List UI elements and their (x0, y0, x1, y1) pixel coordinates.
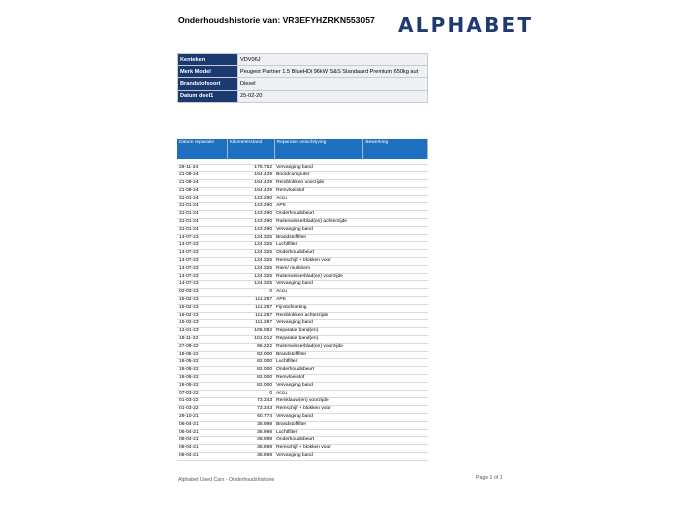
document-title: Onderhoudshistorie van: VR3EFYHZRKN553057 (178, 15, 375, 25)
repair-mileage: 82.000 (227, 359, 274, 367)
repair-mileage: 111.287 (227, 320, 274, 328)
repair-mileage: 124.325 (227, 234, 274, 242)
repair-description: Onderhoudsbeurt (274, 437, 363, 445)
repair-description: Onderhoudsbeurt (274, 250, 363, 258)
repair-operation (363, 187, 428, 195)
repair-mileage: 143.290 (227, 219, 274, 227)
repair-description: Reparatie band(en) (274, 336, 363, 344)
repair-mileage: 106.082 (227, 328, 274, 336)
table-row (177, 320, 428, 328)
table-row (177, 452, 428, 460)
table-row (177, 328, 428, 336)
repair-date: 15-02-23 (177, 312, 227, 320)
repair-mileage: 124.325 (227, 265, 274, 273)
table-row (177, 421, 428, 429)
repair-operation (363, 211, 428, 219)
repair-description: Remblokken achterzijde (274, 312, 363, 320)
repair-description: Ruitenwisserblad(en) voorzijde (274, 273, 363, 281)
vehicle-info-label: Merk Model (178, 66, 238, 78)
repair-description: Remschijf + blokken voor (274, 445, 363, 453)
repair-description: Remblokken voorzijde (274, 180, 363, 188)
table-row (177, 187, 428, 195)
vehicle-info-value: Diesel (238, 78, 428, 90)
repair-description: Vervanging band (274, 226, 363, 234)
repair-mileage: 143.290 (227, 226, 274, 234)
repair-date: 18-11-22 (177, 336, 227, 344)
repair-date: 02-03-23 (177, 289, 227, 297)
repair-operation (363, 289, 428, 297)
repair-date: 31-01-24 (177, 226, 227, 234)
table-row (177, 242, 428, 250)
header-date: Datum reparatie (177, 139, 227, 159)
table-row (177, 304, 428, 312)
table-row (177, 281, 428, 289)
repair-description: APK (274, 203, 363, 211)
page-number: Page 1 of 1 (476, 475, 503, 481)
table-row (177, 312, 428, 320)
table-row (177, 211, 428, 219)
repair-operation (363, 328, 428, 336)
repair-mileage: 82.000 (227, 367, 274, 375)
repair-date: 21-08-24 (177, 180, 227, 188)
repair-description: Remvloeistof (274, 375, 363, 383)
repair-date: 14-07-23 (177, 234, 227, 242)
repair-description: Luchtfilter (274, 242, 363, 250)
repair-operation (363, 437, 428, 445)
repair-history-table (177, 139, 428, 461)
repair-operation (363, 414, 428, 422)
repair-date: 18-05-22 (177, 359, 227, 367)
repair-mileage: 164.429 (227, 172, 274, 180)
table-row (177, 219, 428, 227)
repair-operation (363, 297, 428, 305)
repair-date: 31-01-24 (177, 219, 227, 227)
repair-operation (363, 452, 428, 460)
repair-header-row (177, 139, 428, 159)
header-description: Reparatie omschrijving (274, 139, 363, 159)
repair-mileage: 124.325 (227, 250, 274, 258)
repair-date: 06-04-21 (177, 452, 227, 460)
repair-mileage: 111.287 (227, 304, 274, 312)
repair-date: 27-09-22 (177, 343, 227, 351)
vehicle-info-label: Datum deel1 (178, 90, 238, 102)
repair-description: Accu (274, 289, 363, 297)
repair-mileage: 60.774 (227, 414, 274, 422)
table-row (177, 445, 428, 453)
repair-operation (363, 406, 428, 414)
repair-description: Remschijf + blokken voor (274, 258, 363, 266)
repair-date: 28-11-24 (177, 164, 227, 172)
repair-date: 14-07-23 (177, 265, 227, 273)
repair-mileage: 0 (227, 390, 274, 398)
repair-date: 18-05-22 (177, 382, 227, 390)
repair-date: 14-07-23 (177, 281, 227, 289)
repair-mileage: 96.222 (227, 343, 274, 351)
repair-description: Brandstoffilter (274, 421, 363, 429)
repair-description: Remklauw(en) voorzijde (274, 398, 363, 406)
repair-operation (363, 258, 428, 266)
repair-date: 01-03-22 (177, 406, 227, 414)
table-row (177, 226, 428, 234)
repair-operation (363, 336, 428, 344)
repair-mileage: 82.000 (227, 382, 274, 390)
repair-mileage: 124.325 (227, 281, 274, 289)
repair-mileage: 38.998 (227, 452, 274, 460)
table-row (177, 351, 428, 359)
repair-mileage: 143.290 (227, 211, 274, 219)
alphabet-logo: ALPHABET (398, 13, 534, 37)
repair-mileage: 124.325 (227, 242, 274, 250)
table-row (177, 429, 428, 437)
repair-mileage: 0 (227, 289, 274, 297)
repair-operation (363, 429, 428, 437)
repair-mileage: 38.998 (227, 445, 274, 453)
repair-mileage: 111.287 (227, 297, 274, 305)
vehicle-info-label: Brandstofsoort (178, 78, 238, 90)
repair-mileage: 101.012 (227, 336, 274, 344)
repair-operation (363, 398, 428, 406)
repair-date: 06-04-21 (177, 445, 227, 453)
repair-description: Vervanging band (274, 414, 363, 422)
repair-mileage: 73.343 (227, 398, 274, 406)
table-row (177, 336, 428, 344)
repair-mileage: 38.998 (227, 437, 274, 445)
repair-description: Luchtfilter (274, 359, 363, 367)
repair-date: 14-07-23 (177, 242, 227, 250)
repair-mileage: 143.290 (227, 203, 274, 211)
repair-mileage: 38.998 (227, 421, 274, 429)
repair-date: 01-03-22 (177, 398, 227, 406)
vehicle-info-row (178, 78, 428, 90)
repair-mileage: 164.429 (227, 180, 274, 188)
repair-date: 18-05-22 (177, 367, 227, 375)
repair-date: 06-04-21 (177, 421, 227, 429)
vehicle-info-value: 25-02-20 (238, 90, 428, 102)
repair-operation (363, 351, 428, 359)
repair-date: 15-02-23 (177, 320, 227, 328)
repair-date: 07-03-22 (177, 390, 227, 398)
repair-date: 14-07-23 (177, 258, 227, 266)
repair-operation (363, 234, 428, 242)
repair-mileage: 124.325 (227, 258, 274, 266)
repair-description: Reparatie band(en) (274, 328, 363, 336)
repair-description: Fijnstofmeting (274, 304, 363, 312)
repair-mileage: 164.429 (227, 187, 274, 195)
repair-date: 31-01-24 (177, 195, 227, 203)
repair-description: Accu (274, 195, 363, 203)
repair-description: Vervanging band (274, 452, 363, 460)
vehicle-info-row (178, 54, 428, 66)
vehicle-info-label: Kenteken (178, 54, 238, 66)
repair-operation (363, 180, 428, 188)
repair-operation (363, 390, 428, 398)
repair-description: Riem/ multiriem (274, 265, 363, 273)
repair-date: 14-07-23 (177, 273, 227, 281)
repair-date: 21-08-24 (177, 187, 227, 195)
repair-mileage: 143.290 (227, 195, 274, 203)
repair-description: Brandstoffilter (274, 351, 363, 359)
vehicle-info-table (177, 53, 428, 103)
repair-date: 06-04-21 (177, 437, 227, 445)
repair-operation (363, 195, 428, 203)
table-row (177, 390, 428, 398)
repair-description: Brandstoffilter (274, 234, 363, 242)
repair-date: 15-02-23 (177, 297, 227, 305)
repair-operation (363, 172, 428, 180)
repair-description: Vervanging band (274, 382, 363, 390)
repair-description: Boordcomputer (274, 172, 363, 180)
repair-description: Onderhoudsbeurt (274, 367, 363, 375)
repair-operation (363, 242, 428, 250)
table-row (177, 203, 428, 211)
header-operation: Bewerking (363, 139, 428, 159)
repair-description: Ruitenwisserblad(en) achterzijde (274, 219, 363, 227)
repair-mileage: 73.343 (227, 406, 274, 414)
repair-mileage: 38.998 (227, 429, 274, 437)
table-row (177, 437, 428, 445)
vehicle-info-row (178, 90, 428, 102)
table-row (177, 406, 428, 414)
repair-operation (363, 281, 428, 289)
repair-mileage: 111.287 (227, 312, 274, 320)
repair-date: 21-08-24 (177, 172, 227, 180)
repair-operation (363, 375, 428, 383)
repair-description: Vervanging band (274, 281, 363, 289)
repair-description: Vervanging band (274, 164, 363, 172)
repair-operation (363, 164, 428, 172)
table-row (177, 250, 428, 258)
repair-operation (363, 312, 428, 320)
repair-mileage: 178.752 (227, 164, 274, 172)
table-row (177, 180, 428, 188)
table-row (177, 258, 428, 266)
table-row (177, 414, 428, 422)
table-row (177, 164, 428, 172)
repair-date: 12-01-23 (177, 328, 227, 336)
repair-date: 06-04-21 (177, 429, 227, 437)
repair-date: 18-05-22 (177, 375, 227, 383)
repair-operation (363, 250, 428, 258)
repair-operation (363, 265, 428, 273)
repair-operation (363, 421, 428, 429)
repair-operation (363, 343, 428, 351)
table-row (177, 297, 428, 305)
repair-operation (363, 320, 428, 328)
repair-operation (363, 273, 428, 281)
repair-description: Vervanging band (274, 320, 363, 328)
repair-operation (363, 367, 428, 375)
repair-date: 31-01-24 (177, 211, 227, 219)
repair-description: Ruitenwisserblad(en) voorzijde (274, 343, 363, 351)
repair-description: Accu (274, 390, 363, 398)
vehicle-info-value: Peugeot Partner 1.5 BlueHDi 96kW S&S Standaard Premium 650kg aut (238, 66, 428, 78)
repair-date: 15-02-23 (177, 304, 227, 312)
repair-description: Onderhoudsbeurt (274, 211, 363, 219)
repair-date: 14-07-23 (177, 250, 227, 258)
table-row (177, 382, 428, 390)
header-mileage: Kilometerstand (227, 139, 274, 159)
repair-operation (363, 445, 428, 453)
repair-operation (363, 304, 428, 312)
repair-description: Luchtfilter (274, 429, 363, 437)
repair-description: APK (274, 297, 363, 305)
repair-mileage: 124.325 (227, 273, 274, 281)
table-row (177, 273, 428, 281)
repair-mileage: 82.000 (227, 375, 274, 383)
table-row (177, 265, 428, 273)
table-row (177, 343, 428, 351)
table-row (177, 234, 428, 242)
table-row (177, 367, 428, 375)
table-row (177, 289, 428, 297)
repair-operation (363, 226, 428, 234)
repair-date: 31-01-24 (177, 203, 227, 211)
repair-operation (363, 219, 428, 227)
table-row (177, 359, 428, 367)
table-row (177, 172, 428, 180)
table-row (177, 195, 428, 203)
repair-mileage: 82.000 (227, 351, 274, 359)
table-row (177, 375, 428, 383)
repair-operation (363, 359, 428, 367)
vehicle-info-row (178, 66, 428, 78)
repair-description: Remschijf + blokken voor (274, 406, 363, 414)
repair-description: Remvloeistof (274, 187, 363, 195)
repair-date: 18-05-22 (177, 351, 227, 359)
repair-operation (363, 203, 428, 211)
footer-source: Alphabet Used Cars - Onderhoudshistorie (178, 477, 275, 483)
repair-operation (363, 382, 428, 390)
vehicle-info-value: VDV06J (238, 54, 428, 66)
table-row (177, 398, 428, 406)
repair-date: 29-10-21 (177, 414, 227, 422)
